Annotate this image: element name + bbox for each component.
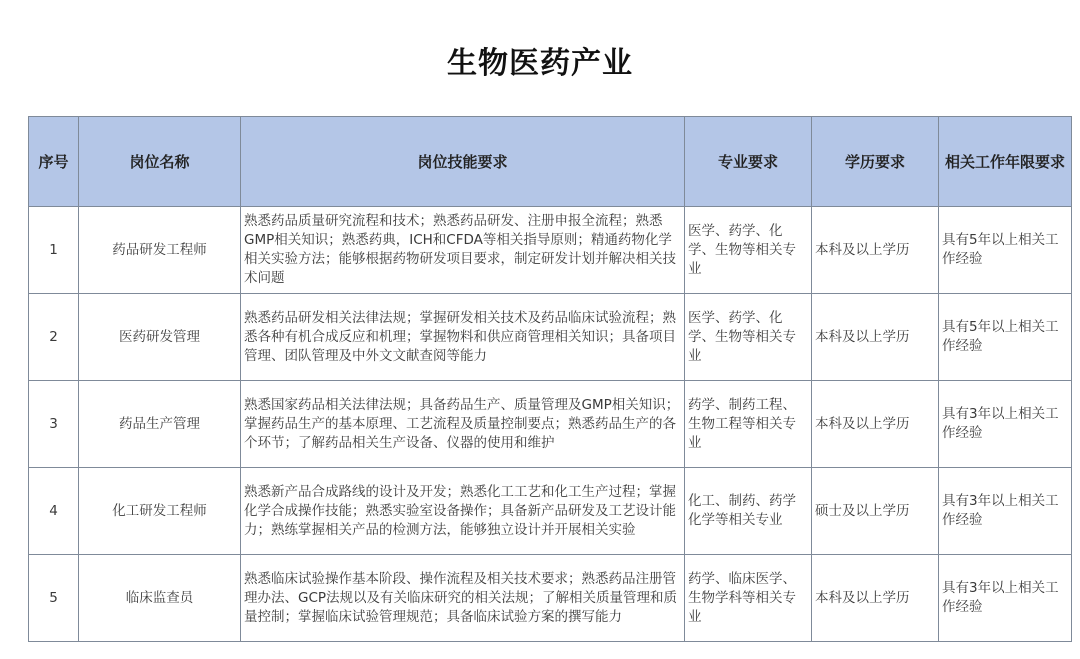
cell-no: 2: [29, 294, 79, 381]
header-name: 岗位名称: [79, 117, 241, 207]
cell-name: 医药研发管理: [79, 294, 241, 381]
cell-major: 药学、制药工程、生物工程等相关专业: [685, 381, 812, 468]
table-body: [29, 207, 1072, 642]
table-header: [29, 117, 1072, 207]
cell-name: 化工研发工程师: [79, 468, 241, 555]
cell-no: 3: [29, 381, 79, 468]
cell-major: 医学、药学、化学、生物等相关专业: [685, 207, 812, 294]
cell-skills: 熟悉临床试验操作基本阶段、操作流程及相关技术要求；熟悉药品注册管理办法、GCP法规以及有关临床研究的相关法规；了解相关质量管理和质量控制；掌握临床试验管理规范；具备临床试验方案的撰写能力: [241, 555, 685, 642]
table-row: [29, 207, 1072, 294]
header-skills: 岗位技能要求: [241, 117, 685, 207]
cell-years: 具有3年以上相关工作经验: [939, 381, 1072, 468]
cell-years: 具有5年以上相关工作经验: [939, 294, 1072, 381]
cell-major: 医学、药学、化学、生物等相关专业: [685, 294, 812, 381]
cell-major: 化工、制药、药学化学等相关专业: [685, 468, 812, 555]
cell-years: 具有5年以上相关工作经验: [939, 207, 1072, 294]
header-major: 专业要求: [685, 117, 812, 207]
cell-name: 临床监查员: [79, 555, 241, 642]
header-no: 序号: [29, 117, 79, 207]
cell-years: 具有3年以上相关工作经验: [939, 468, 1072, 555]
header-years: 相关工作年限要求: [939, 117, 1072, 207]
cell-no: 5: [29, 555, 79, 642]
cell-skills: 熟悉国家药品相关法律法规；具备药品生产、质量管理及GMP相关知识；掌握药品生产的基本原理、工艺流程及质量控制要点；熟悉药品生产的各个环节；了解药品相关生产设备、仪器的使用和维护: [241, 381, 685, 468]
page-title: 生物医药产业: [447, 46, 633, 81]
cell-years: 具有3年以上相关工作经验: [939, 555, 1072, 642]
cell-major: 药学、临床医学、生物学科等相关专业: [685, 555, 812, 642]
table-row: [29, 381, 1072, 468]
table-row: [29, 555, 1072, 642]
cell-education: 本科及以上学历: [812, 555, 939, 642]
table-row: [29, 294, 1072, 381]
cell-education: 本科及以上学历: [812, 381, 939, 468]
cell-skills: 熟悉药品质量研究流程和技术；熟悉药品研发、注册申报全流程；熟悉GMP相关知识；熟悉药典，ICH和CFDA等相关指导原则；精通药物化学相关实验方法；能够根据药物研发项目要求，制定研发计划并解决相关技术问题: [241, 207, 685, 294]
header-education: 学历要求: [812, 117, 939, 207]
cell-no: 4: [29, 468, 79, 555]
cell-no: 1: [29, 207, 79, 294]
header-row: [29, 117, 1072, 207]
job-requirements-table: [28, 116, 1072, 642]
cell-skills: 熟悉药品研发相关法律法规；掌握研发相关技术及药品临床试验流程；熟悉各种有机合成反应和机理；掌握物料和供应商管理相关知识；具备项目管理、团队管理及中外文文献查阅等能力: [241, 294, 685, 381]
cell-education: 硕士及以上学历: [812, 468, 939, 555]
cell-education: 本科及以上学历: [812, 207, 939, 294]
cell-name: 药品生产管理: [79, 381, 241, 468]
cell-name: 药品研发工程师: [79, 207, 241, 294]
cell-skills: 熟悉新产品合成路线的设计及开发；熟悉化工工艺和化工生产过程；掌握化学合成操作技能；熟悉实验室设备操作；具备新产品研发及工艺设计能力；熟练掌握相关产品的检测方法，能够独立设计并开展相关实验: [241, 468, 685, 555]
cell-education: 本科及以上学历: [812, 294, 939, 381]
table-row: [29, 468, 1072, 555]
